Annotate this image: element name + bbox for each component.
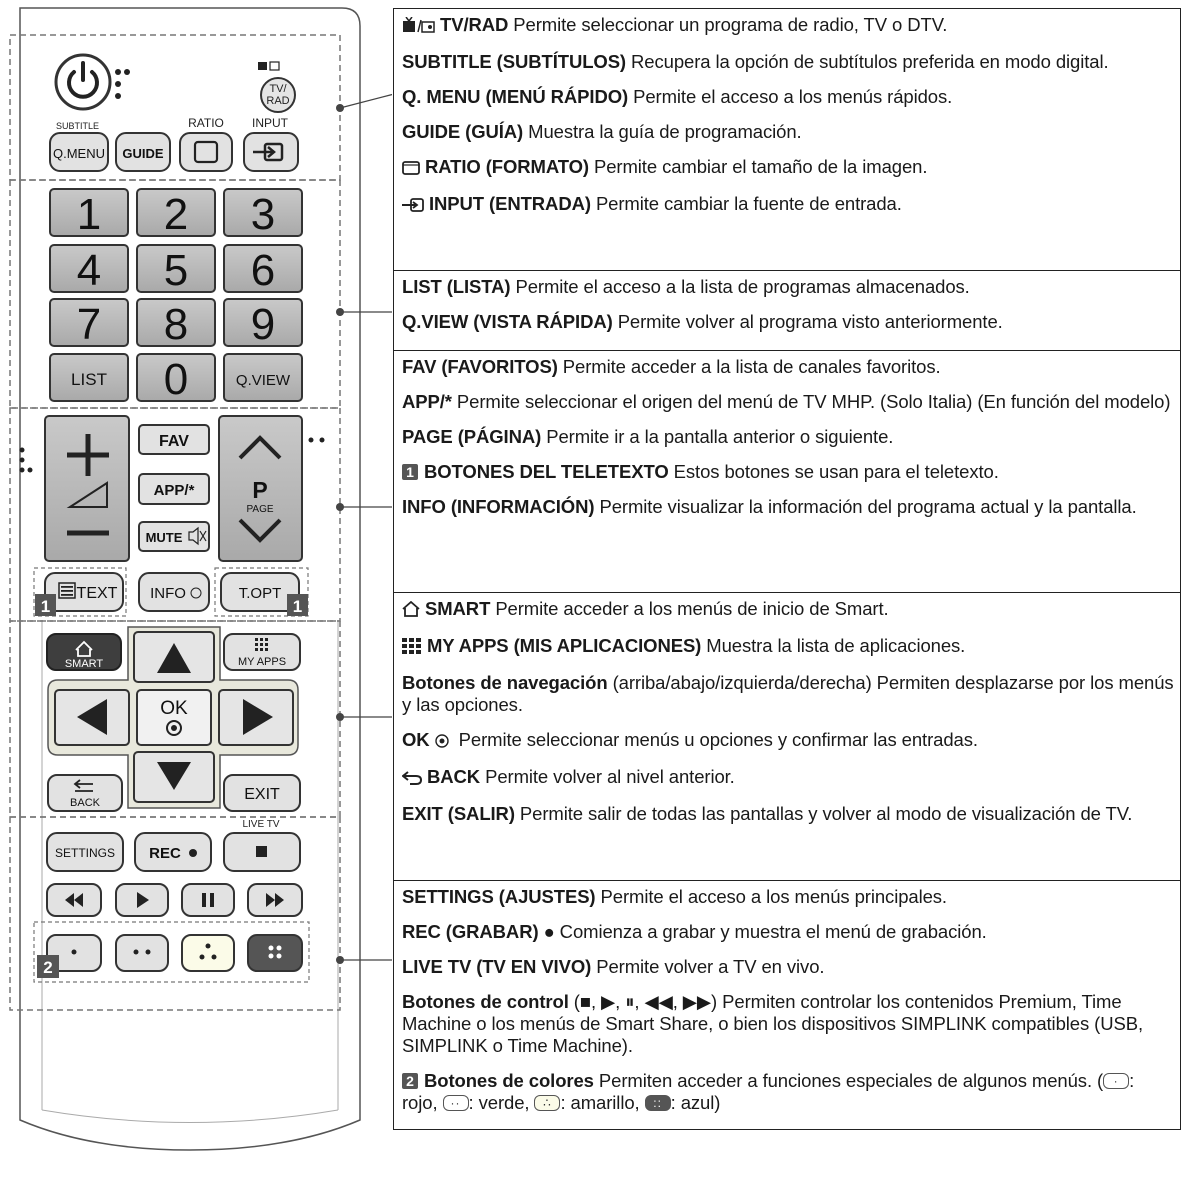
svg-text:REC: REC (149, 845, 181, 862)
desc-control: Botones de control (■, ▶, ⏸, ◀◀, ▶▶) Permiten controlar los contenidos Premium, Time Machine o los menús de Smart Share, o bien los dispositivos SIMPLINK compatibles (USB, SIMPLINK o Time Machine). (402, 991, 1143, 1056)
desc-tvrad: TV/RAD Permite seleccionar un programa de radio, TV o DTV. (402, 14, 1174, 38)
svg-text:0: 0 (163, 355, 189, 404)
svg-text:MUTE: MUTE (145, 530, 183, 545)
back-icon (402, 768, 422, 790)
desc-ok: OK Permite seleccionar menús u opciones y confirmar las entradas. (402, 729, 1174, 753)
desc-ratio: RATIO (FORMATO) Permite cambiar el tamaño de la imagen. (402, 156, 1174, 180)
desc-myapps: MY APPS (MIS APLICACIONES) Muestra la lista de aplicaciones. (402, 635, 1174, 659)
desc-info: INFO (INFORMACIÓN) Permite visualizar la información del programa actual y la pantalla. (402, 496, 1137, 517)
number-2-badge: 2 (402, 1073, 418, 1089)
ratio-label: RATIO (188, 116, 224, 130)
svg-text:T.OPT: T.OPT (238, 585, 282, 602)
info-button[interactable] (139, 573, 209, 611)
desc-group-4 (394, 593, 1181, 881)
svg-text:1: 1 (40, 597, 51, 616)
myapps-button[interactable] (224, 634, 300, 670)
desc-smart: SMART Permite acceder a los menús de inicio de Smart. (402, 598, 1174, 622)
desc-app: APP/* Permite seleccionar el origen del menú de TV MHP. (Solo Italia) (En función del modelo) (402, 391, 1171, 412)
blue-button[interactable] (248, 935, 302, 971)
desc-rec: REC (GRABAR) ● Comienza a grabar y muestra el menú de grabación. (402, 921, 987, 942)
rec-icon (189, 849, 197, 857)
app-button[interactable] (139, 474, 209, 504)
svg-text:6: 6 (250, 246, 276, 295)
ok-button[interactable] (137, 690, 211, 745)
input-icon (402, 195, 424, 217)
teletext-badge-right (287, 594, 308, 616)
digit-2-button[interactable] (137, 189, 215, 239)
guide-button[interactable] (116, 133, 170, 171)
desc-group-2 (394, 271, 1181, 351)
desc-group-1 (394, 9, 1181, 271)
digit-7-button[interactable] (50, 299, 128, 349)
rec-dot-icon: ● (543, 921, 555, 942)
svg-text:2: 2 (163, 190, 189, 239)
svg-text:APP/*: APP/* (153, 482, 195, 499)
desc-fav: FAV (FAVORITOS) Permite acceder a la lista de canales favoritos. (402, 356, 941, 377)
svg-text:INFO: INFO (150, 585, 186, 602)
smart-button[interactable] (47, 634, 121, 670)
svg-text:1: 1 (292, 597, 303, 616)
volume-rocker[interactable] (45, 416, 129, 561)
yellow-button[interactable] (182, 935, 234, 971)
power-button[interactable] (56, 55, 110, 109)
number-1-badge: 1 (402, 464, 418, 480)
remote-control (0, 0, 392, 1179)
digit-3-button[interactable] (224, 189, 302, 239)
desc-back: BACK Permite volver al nivel anterior. (402, 766, 1174, 790)
tv-rad-label-2: RAD (266, 95, 290, 107)
back-button[interactable] (48, 775, 122, 811)
svg-text:2: 2 (43, 958, 53, 977)
svg-text:SETTINGS: SETTINGS (54, 846, 116, 860)
stop-icon (256, 846, 267, 857)
desc-nav: Botones de navegación (arriba/abajo/izquierda/derecha) Permiten desplazarse por los menús y las opciones. (402, 672, 1174, 715)
yellow-key-icon: ∴ (534, 1095, 560, 1111)
nav-right-button[interactable] (219, 690, 293, 745)
digit-1-button[interactable] (50, 189, 128, 239)
description-table (393, 8, 1181, 1130)
green-key-icon: ·· (443, 1095, 469, 1111)
fastforward-button[interactable] (248, 884, 302, 916)
svg-text:FAV: FAV (159, 433, 189, 450)
asterisk-icon: * (444, 391, 452, 412)
desc-list: LIST (LISTA) Permite el acceso a la lista de programas almacenados. (402, 276, 970, 297)
blue-key-icon: :: (645, 1095, 671, 1111)
ratio-icon (402, 158, 420, 180)
desc-livetv: LIVE TV (TV EN VIVO) Permite volver a TV en vivo. (402, 956, 825, 977)
desc-page: PAGE (PÁGINA) Permite ir a la pantalla anterior o siguiente. (402, 426, 894, 447)
desc-subtitle: SUBTITLE (SUBTÍTULOS) Recupera la opción de subtítulos preferida en modo digital. (402, 51, 1109, 72)
svg-text:LIST: LIST (71, 370, 107, 389)
fav-button[interactable] (139, 425, 209, 454)
subtitle-label: SUBTITLE (56, 121, 100, 131)
qmenu-button[interactable] (50, 133, 108, 171)
play-button[interactable] (116, 884, 168, 916)
grid-icon (402, 637, 422, 659)
svg-text:TEXT: TEXT (76, 585, 118, 602)
desc-colors: 2 Botones de colores Permiten acceder a funciones especiales de algunos menús. ( · : rojo, ·· : verde, ∴ : amarillo, :: : azul) (402, 1070, 1135, 1113)
input-button[interactable] (244, 133, 298, 171)
stop-button[interactable] (224, 833, 300, 871)
svg-text:SMART: SMART (64, 658, 104, 670)
channel-rocker[interactable] (219, 416, 302, 561)
digit-8-button[interactable] (137, 299, 215, 349)
tv-rad-icon (402, 16, 435, 38)
nav-left-button[interactable] (55, 690, 129, 745)
qview-button[interactable] (224, 354, 302, 401)
svg-text:OK: OK (160, 698, 188, 719)
text-button[interactable] (45, 573, 123, 611)
svg-text:7: 7 (76, 300, 102, 349)
ok-icon (435, 731, 449, 753)
rec-button[interactable] (135, 833, 211, 871)
nav-down-button[interactable] (134, 752, 214, 802)
svg-text:3: 3 (250, 190, 276, 239)
mute-button[interactable] (139, 522, 209, 551)
svg-text:MY APPS: MY APPS (237, 656, 287, 668)
svg-text:9: 9 (250, 300, 276, 349)
green-button[interactable] (116, 935, 168, 971)
svg-text:BACK: BACK (70, 797, 100, 809)
digit-5-button[interactable] (137, 245, 215, 295)
svg-text:Q.MENU: Q.MENU (53, 146, 105, 161)
home-icon (402, 600, 420, 622)
desc-qmenu: Q. MENU (MENÚ RÁPIDO) Permite el acceso a los menús rápidos. (402, 86, 953, 107)
desc-settings: SETTINGS (AJUSTES) Permite el acceso a los menús principales. (402, 886, 947, 907)
teletext-badge-left (35, 594, 56, 616)
settings-button[interactable] (47, 833, 123, 871)
svg-text:EXIT: EXIT (244, 786, 280, 803)
color-buttons-badge (37, 955, 59, 978)
svg-text:4: 4 (76, 246, 102, 295)
pause-button[interactable] (182, 884, 234, 916)
grid-icon (255, 638, 268, 651)
digit-4-button[interactable] (50, 245, 128, 295)
livetv-label: LIVE TV (242, 819, 280, 830)
digit-6-button[interactable] (224, 245, 302, 295)
exit-button[interactable] (224, 775, 300, 811)
svg-text:5: 5 (163, 246, 189, 295)
svg-text:GUIDE: GUIDE (122, 146, 164, 161)
nav-up-button[interactable] (134, 632, 214, 682)
desc-group-3 (394, 351, 1181, 593)
ratio-button[interactable] (180, 133, 232, 171)
desc-guide: GUIDE (GUÍA) Muestra la guía de programación. (402, 121, 802, 142)
rewind-button[interactable] (47, 884, 101, 916)
list-button[interactable] (50, 354, 128, 401)
desc-teletext: 1 BOTONES DEL TELETEXTO Estos botones se usan para el teletexto. (402, 461, 1174, 483)
svg-text:PAGE: PAGE (246, 504, 274, 515)
svg-text:Q.VIEW: Q.VIEW (235, 372, 291, 389)
svg-text:P: P (252, 477, 268, 503)
digit-9-button[interactable] (224, 299, 302, 349)
tv-rad-label-1: TV/ (269, 83, 287, 95)
desc-input: INPUT (ENTRADA) Permite cambiar la fuente de entrada. (402, 193, 1174, 217)
digit-0-button[interactable] (137, 354, 215, 404)
svg-text:1: 1 (76, 190, 102, 239)
desc-exit: EXIT (SALIR) Permite salir de todas las pantallas y volver al modo de visualización de TV. (402, 803, 1133, 824)
desc-qview: Q.VIEW (VISTA RÁPIDA) Permite volver al programa visto anteriormente. (402, 311, 1003, 332)
input-label: INPUT (252, 116, 288, 130)
red-key-icon: · (1103, 1073, 1129, 1089)
svg-text:8: 8 (163, 300, 189, 349)
desc-group-5 (394, 881, 1181, 1130)
